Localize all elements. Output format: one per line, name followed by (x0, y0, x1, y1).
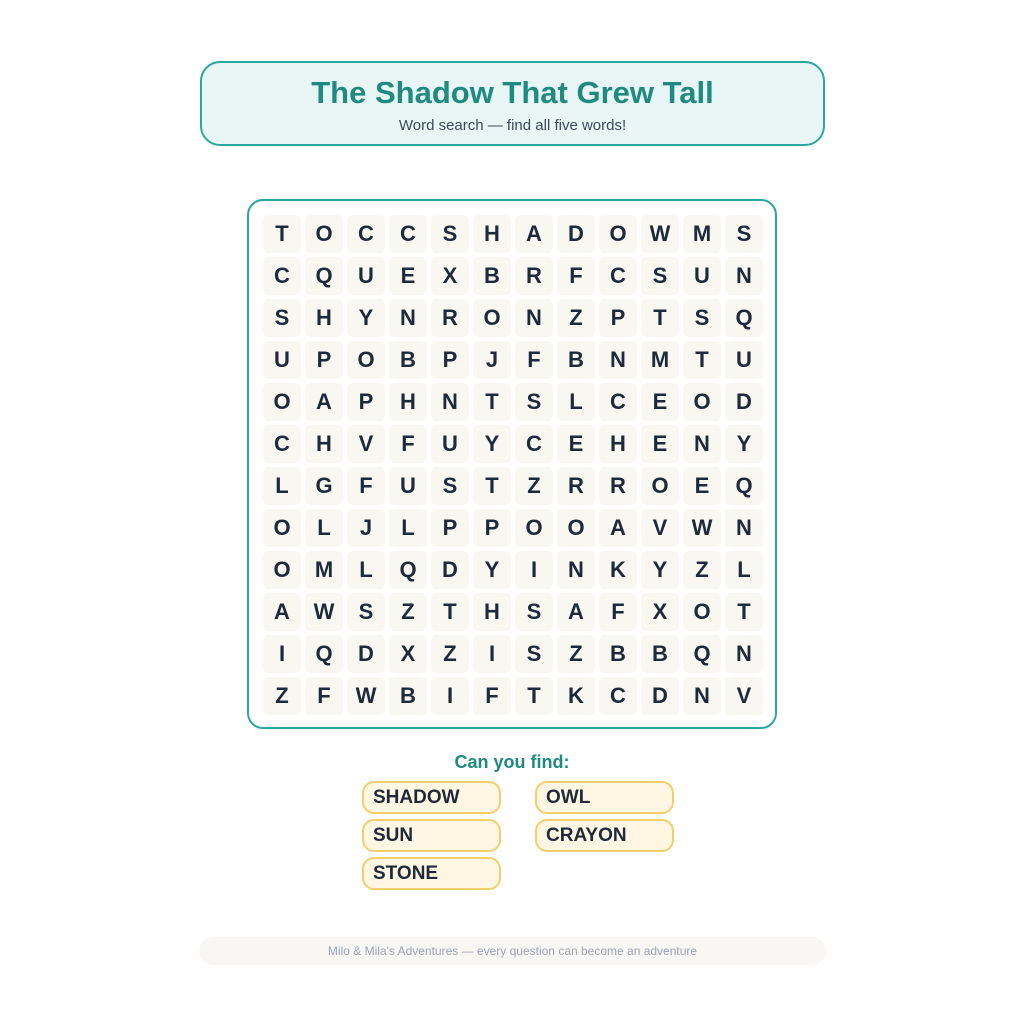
grid-cell[interactable]: T (641, 299, 679, 337)
grid-cell[interactable]: I (515, 551, 553, 589)
grid-cell[interactable]: X (431, 257, 469, 295)
grid-cell[interactable]: V (347, 425, 385, 463)
grid-cell[interactable]: D (641, 677, 679, 715)
grid-cell[interactable]: Y (641, 551, 679, 589)
grid-cell[interactable]: C (599, 677, 637, 715)
grid-cell[interactable]: W (683, 509, 721, 547)
grid-cell[interactable]: Z (389, 593, 427, 631)
grid-cell[interactable]: M (683, 215, 721, 253)
grid-cell[interactable]: X (641, 593, 679, 631)
word-search-board (247, 199, 777, 729)
grid-cell[interactable]: C (515, 425, 553, 463)
grid-cell[interactable]: U (683, 257, 721, 295)
grid-cell[interactable]: Y (473, 551, 511, 589)
grid-cell[interactable]: E (641, 383, 679, 421)
grid-cell[interactable]: N (683, 425, 721, 463)
word-chip-sun: SUN (362, 819, 501, 852)
grid-cell[interactable]: T (515, 677, 553, 715)
grid-cell[interactable]: U (725, 341, 763, 379)
grid-cell[interactable]: H (599, 425, 637, 463)
grid-cell[interactable]: N (515, 299, 553, 337)
grid-cell[interactable]: M (641, 341, 679, 379)
grid-cell[interactable]: L (263, 467, 301, 505)
grid-cell[interactable]: S (515, 383, 553, 421)
grid-cell[interactable]: C (599, 257, 637, 295)
grid-cell[interactable]: O (347, 341, 385, 379)
grid-cell[interactable]: R (515, 257, 553, 295)
grid-cell[interactable]: Q (305, 635, 343, 673)
grid-cell[interactable]: U (389, 467, 427, 505)
grid-cell[interactable]: I (263, 635, 301, 673)
grid-cell[interactable]: T (473, 467, 511, 505)
grid-cell[interactable]: A (557, 593, 595, 631)
grid-cell[interactable]: X (389, 635, 427, 673)
grid-cell[interactable]: D (431, 551, 469, 589)
grid-cell[interactable]: W (347, 677, 385, 715)
grid-cell[interactable]: B (599, 635, 637, 673)
word-list-heading: Can you find: (454, 752, 570, 772)
grid-cell[interactable]: Z (557, 635, 595, 673)
grid-cell[interactable]: H (473, 215, 511, 253)
grid-cell[interactable]: L (725, 551, 763, 589)
grid-cell[interactable]: B (557, 341, 595, 379)
grid-cell[interactable]: A (263, 593, 301, 631)
grid-cell[interactable]: Z (683, 551, 721, 589)
grid-cell[interactable]: N (557, 551, 595, 589)
grid-cell[interactable]: H (389, 383, 427, 421)
grid-cell[interactable]: A (515, 215, 553, 253)
footer-tagline: Milo & Mila's Adventures — every question can become an adventure (199, 937, 826, 965)
grid-cell[interactable]: K (599, 551, 637, 589)
grid-cell[interactable]: Z (557, 299, 595, 337)
grid-cell[interactable]: C (263, 425, 301, 463)
grid-cell[interactable]: U (431, 425, 469, 463)
grid-cell[interactable]: I (473, 635, 511, 673)
grid-cell[interactable]: Q (305, 257, 343, 295)
grid-cell[interactable]: S (683, 299, 721, 337)
grid-cell[interactable]: O (683, 383, 721, 421)
grid-cell[interactable]: L (305, 509, 343, 547)
grid-cell[interactable]: Z (263, 677, 301, 715)
page-title: The Shadow That Grew Tall (311, 75, 714, 110)
grid-cell[interactable]: O (473, 299, 511, 337)
word-chip-crayon: CRAYON (535, 819, 674, 852)
grid-cell[interactable]: S (515, 635, 553, 673)
grid-cell[interactable]: P (599, 299, 637, 337)
grid-cell[interactable]: C (389, 215, 427, 253)
grid-cell[interactable]: S (725, 215, 763, 253)
grid-cell[interactable]: O (305, 215, 343, 253)
grid-cell[interactable]: E (683, 467, 721, 505)
grid-cell[interactable]: H (305, 299, 343, 337)
grid-cell[interactable]: P (473, 509, 511, 547)
grid-cell[interactable]: J (347, 509, 385, 547)
grid-cell[interactable]: S (431, 215, 469, 253)
grid-cell[interactable]: L (347, 551, 385, 589)
grid-cell[interactable]: S (431, 467, 469, 505)
grid-cell[interactable]: O (515, 509, 553, 547)
grid-cell[interactable]: P (305, 341, 343, 379)
grid-cell[interactable]: Z (431, 635, 469, 673)
grid-cell[interactable]: P (431, 509, 469, 547)
grid-cell[interactable]: R (431, 299, 469, 337)
grid-cell[interactable]: Z (515, 467, 553, 505)
grid-cell[interactable]: R (599, 467, 637, 505)
grid-cell[interactable]: O (557, 509, 595, 547)
grid-cell[interactable]: F (473, 677, 511, 715)
grid-cell[interactable]: F (557, 257, 595, 295)
grid-cell[interactable]: T (473, 383, 511, 421)
grid-cell[interactable]: W (641, 215, 679, 253)
grid-cell[interactable]: M (305, 551, 343, 589)
grid-cell[interactable]: N (725, 257, 763, 295)
grid-cell[interactable]: L (557, 383, 595, 421)
grid-cell[interactable]: N (389, 299, 427, 337)
grid-cell[interactable]: J (473, 341, 511, 379)
grid-cell[interactable]: G (305, 467, 343, 505)
grid-cell[interactable]: S (515, 593, 553, 631)
letter-grid (263, 215, 763, 715)
grid-cell[interactable]: S (263, 299, 301, 337)
grid-cell[interactable]: P (431, 341, 469, 379)
word-chip-shadow: SHADOW (362, 781, 501, 814)
grid-cell[interactable]: W (305, 593, 343, 631)
grid-cell[interactable]: B (389, 341, 427, 379)
grid-cell[interactable]: O (263, 509, 301, 547)
grid-cell[interactable]: O (263, 551, 301, 589)
grid-cell[interactable]: O (599, 215, 637, 253)
grid-cell[interactable]: E (389, 257, 427, 295)
grid-cell[interactable]: Y (347, 299, 385, 337)
grid-cell[interactable]: H (305, 425, 343, 463)
title-banner (200, 61, 825, 146)
grid-cell[interactable]: Q (683, 635, 721, 673)
grid-cell[interactable]: I (431, 677, 469, 715)
grid-cell[interactable]: O (641, 467, 679, 505)
grid-cell[interactable]: B (389, 677, 427, 715)
grid-cell[interactable]: L (389, 509, 427, 547)
grid-cell[interactable]: C (347, 215, 385, 253)
grid-cell[interactable]: P (347, 383, 385, 421)
grid-cell[interactable]: Y (725, 425, 763, 463)
grid-cell[interactable]: T (683, 341, 721, 379)
grid-cell[interactable]: T (725, 593, 763, 631)
grid-cell[interactable]: V (641, 509, 679, 547)
grid-cell[interactable]: Q (389, 551, 427, 589)
grid-cell[interactable]: Y (473, 425, 511, 463)
word-chip-stone: STONE (362, 857, 501, 890)
word-chip-owl: OWL (535, 781, 674, 814)
grid-cell[interactable]: U (347, 257, 385, 295)
grid-cell[interactable]: F (305, 677, 343, 715)
grid-cell[interactable]: B (473, 257, 511, 295)
grid-cell[interactable]: E (557, 425, 595, 463)
grid-cell[interactable]: F (389, 425, 427, 463)
grid-cell[interactable]: V (725, 677, 763, 715)
grid-cell[interactable]: N (431, 383, 469, 421)
grid-cell[interactable]: N (599, 341, 637, 379)
grid-cell[interactable]: T (263, 215, 301, 253)
grid-cell[interactable]: O (683, 593, 721, 631)
grid-cell[interactable]: F (347, 467, 385, 505)
grid-cell[interactable]: S (347, 593, 385, 631)
grid-cell[interactable]: B (641, 635, 679, 673)
grid-cell[interactable]: H (473, 593, 511, 631)
grid-cell[interactable]: Q (725, 467, 763, 505)
grid-cell[interactable]: A (305, 383, 343, 421)
grid-cell[interactable]: D (725, 383, 763, 421)
page-subtitle: Word search — find all five words! (398, 117, 627, 134)
grid-cell[interactable]: E (641, 425, 679, 463)
grid-cell[interactable]: D (557, 215, 595, 253)
grid-cell[interactable]: A (599, 509, 637, 547)
grid-cell[interactable]: D (347, 635, 385, 673)
grid-cell[interactable]: N (725, 635, 763, 673)
grid-cell[interactable]: K (557, 677, 595, 715)
grid-cell[interactable]: N (725, 509, 763, 547)
grid-cell[interactable]: F (599, 593, 637, 631)
grid-cell[interactable]: C (599, 383, 637, 421)
grid-cell[interactable]: C (263, 257, 301, 295)
grid-cell[interactable]: N (683, 677, 721, 715)
grid-cell[interactable]: F (515, 341, 553, 379)
grid-cell[interactable]: U (263, 341, 301, 379)
grid-cell[interactable]: T (431, 593, 469, 631)
grid-cell[interactable]: R (557, 467, 595, 505)
grid-cell[interactable]: O (263, 383, 301, 421)
grid-cell[interactable]: Q (725, 299, 763, 337)
grid-cell[interactable]: S (641, 257, 679, 295)
